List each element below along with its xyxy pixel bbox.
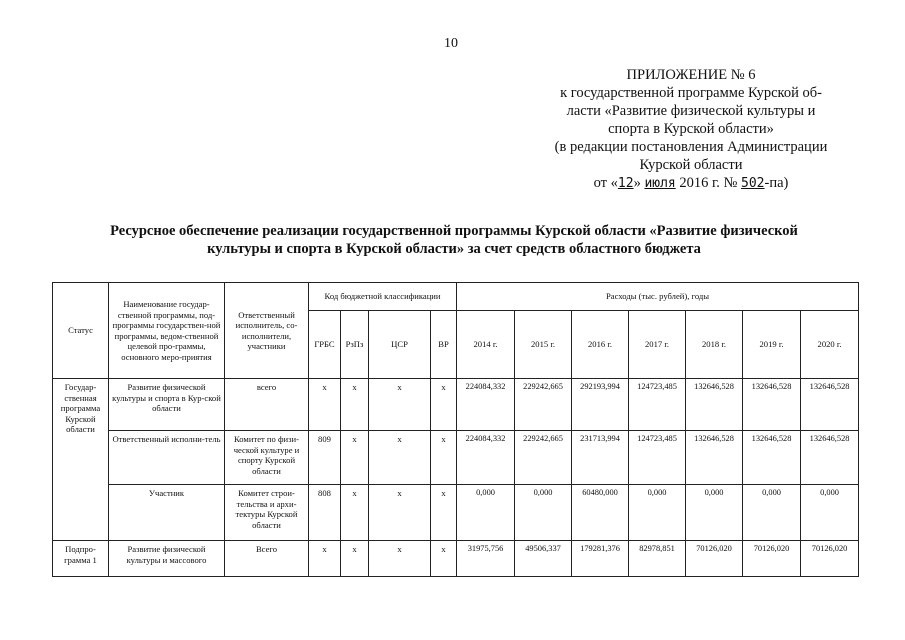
value-cell: 0,000: [515, 485, 572, 541]
value-cell: 132646,528: [743, 379, 801, 431]
date-prefix: от «: [593, 175, 618, 191]
value-cell: 82978,851: [629, 541, 686, 577]
table-row: [53, 541, 859, 577]
name-cell: Ответственный исполни-тель: [109, 431, 225, 485]
header-rzpz: РзПз: [341, 311, 369, 379]
date-month: июля: [644, 176, 676, 191]
value-cell: 0,000: [457, 485, 515, 541]
rzpz-cell: х: [341, 541, 369, 577]
header-year: 2019 г.: [743, 311, 801, 379]
grbs-cell: х: [309, 541, 341, 577]
resolution-number: 502: [741, 176, 765, 191]
header-vr: ВР: [431, 311, 457, 379]
date-year: 2016 г. №: [679, 175, 738, 191]
rzpz-cell: х: [341, 431, 369, 485]
rzpz-cell: х: [341, 379, 369, 431]
value-cell: 124723,485: [629, 431, 686, 485]
name-cell: Развитие физической культуры и массового: [109, 541, 225, 577]
title-line: культуры и спорта в Курской области» за счет средств областного бюджета: [207, 241, 701, 257]
value-cell: 132646,528: [801, 379, 859, 431]
date-day: 12: [617, 176, 634, 191]
value-cell: 0,000: [801, 485, 859, 541]
value-cell: 60480,000: [572, 485, 629, 541]
name-cell: Развитие физической культуры и спорта в Кур-ской области: [109, 379, 225, 431]
header-year: 2020 г.: [801, 311, 859, 379]
name-cell: Участник: [109, 485, 225, 541]
grbs-cell: 808: [309, 485, 341, 541]
value-cell: 179281,376: [572, 541, 629, 577]
value-cell: 132646,528: [686, 379, 743, 431]
header-year: 2018 г.: [686, 311, 743, 379]
vr-cell: х: [431, 379, 457, 431]
date-suffix: -па): [764, 175, 789, 191]
appendix-line: Курской области: [639, 157, 743, 173]
executor-cell: Комитет строи-тельства и архи-тектуры Курской области: [225, 485, 309, 541]
page-number: 10: [444, 36, 458, 51]
table-row: [53, 431, 859, 485]
appendix-line: ПРИЛОЖЕНИЕ № 6: [626, 67, 756, 83]
value-cell: 224084,332: [457, 379, 515, 431]
csr-cell: х: [369, 541, 431, 577]
value-cell: 229242,665: [515, 379, 572, 431]
value-cell: 0,000: [686, 485, 743, 541]
vr-cell: х: [431, 485, 457, 541]
value-cell: 292193,994: [572, 379, 629, 431]
appendix-line: ласти «Развитие физической культуры и: [566, 103, 816, 119]
status-cell: Государ-ственная программа Курской области: [53, 379, 109, 541]
appendix-line: (в редакции постановления Администрации: [554, 139, 828, 155]
appendix-line: спорта в Курской области»: [608, 121, 774, 137]
header-budget-code: Код бюджетной классификации: [309, 283, 457, 311]
document-title: [80, 222, 828, 258]
value-cell: 224084,332: [457, 431, 515, 485]
vr-cell: х: [431, 541, 457, 577]
value-cell: 70126,020: [801, 541, 859, 577]
value-cell: 124723,485: [629, 379, 686, 431]
value-cell: 31975,756: [457, 541, 515, 577]
date-quote: »: [633, 175, 641, 191]
csr-cell: х: [369, 379, 431, 431]
appendix-header: [528, 66, 854, 193]
resolution-date: [528, 174, 854, 193]
table-row: [53, 485, 859, 541]
status-cell: Подпро-грамма 1: [53, 541, 109, 577]
funding-table: [52, 282, 859, 577]
header-year: 2014 г.: [457, 311, 515, 379]
value-cell: 231713,994: [572, 431, 629, 485]
value-cell: 132646,528: [801, 431, 859, 485]
header-expenses: Расходы (тыс. рублей), годы: [457, 283, 859, 311]
appendix-line: к государственной программе Курской об-: [560, 85, 822, 101]
value-cell: 132646,528: [686, 431, 743, 485]
value-cell: 0,000: [629, 485, 686, 541]
value-cell: 70126,020: [686, 541, 743, 577]
header-csr: ЦСР: [369, 311, 431, 379]
value-cell: 132646,528: [743, 431, 801, 485]
value-cell: 0,000: [743, 485, 801, 541]
table-row: [53, 379, 859, 431]
value-cell: 49506,337: [515, 541, 572, 577]
executor-cell: всего: [225, 379, 309, 431]
vr-cell: х: [431, 431, 457, 485]
header-year: 2016 г.: [572, 311, 629, 379]
header-status: Статус: [53, 283, 109, 379]
value-cell: 70126,020: [743, 541, 801, 577]
header-year: 2015 г.: [515, 311, 572, 379]
grbs-cell: 809: [309, 431, 341, 485]
header-year: 2017 г.: [629, 311, 686, 379]
header-executor: Ответственный исполнитель, со-исполнители, участники: [225, 283, 309, 379]
header-grbs: ГРБС: [309, 311, 341, 379]
csr-cell: х: [369, 485, 431, 541]
csr-cell: х: [369, 431, 431, 485]
header-name: Наименование государ-ственной программы, под-программы государствен-ной программы, ведом-ственной целевой про-граммы, основного меро-приятия: [109, 283, 225, 379]
value-cell: 229242,665: [515, 431, 572, 485]
grbs-cell: х: [309, 379, 341, 431]
executor-cell: Всего: [225, 541, 309, 577]
rzpz-cell: х: [341, 485, 369, 541]
executor-cell: Комитет по физи-ческой культуре и спорту Курской области: [225, 431, 309, 485]
title-line: Ресурсное обеспечение реализации государственной программы Курской области «Развитие физической: [110, 223, 798, 239]
